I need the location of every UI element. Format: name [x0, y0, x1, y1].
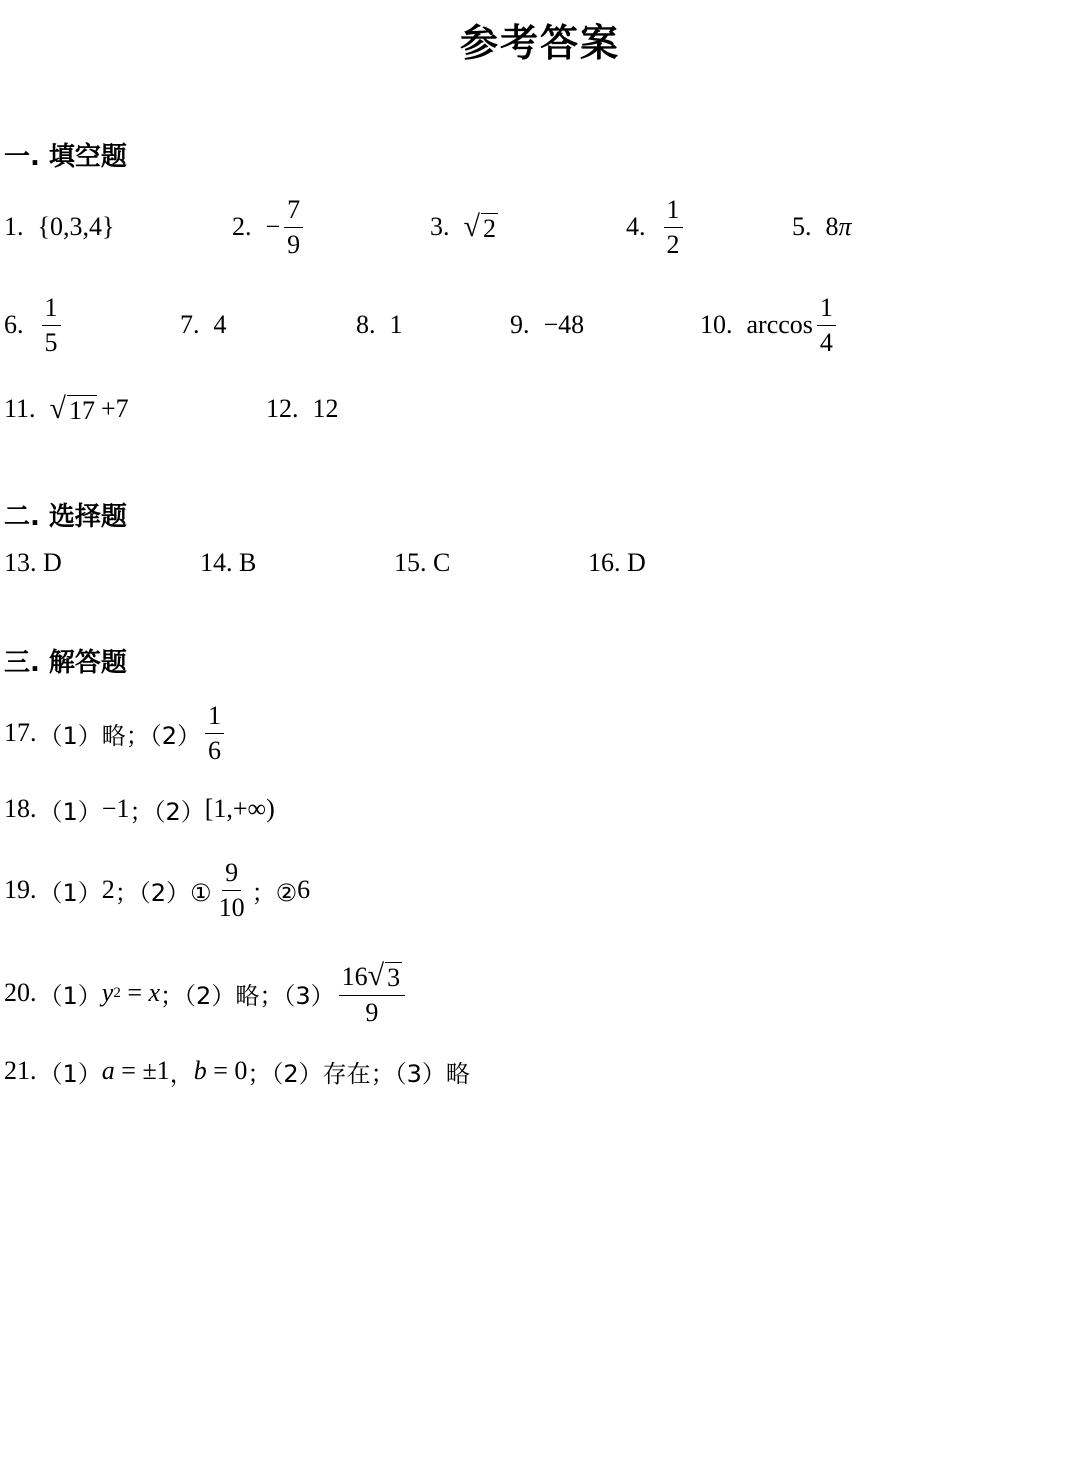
question-number: 2. — [232, 212, 252, 241]
variable: b — [193, 1056, 207, 1085]
radicand: 3 — [387, 962, 401, 992]
question-number: 8. — [356, 310, 376, 339]
answer-7 — [180, 290, 227, 360]
answer-15: 15. C — [394, 548, 451, 577]
numerator: 9 — [222, 860, 241, 891]
answer-prefix: arccos — [746, 310, 813, 339]
question-number: 9. — [510, 310, 530, 339]
answer-text: ；② — [251, 878, 298, 907]
question-number: 21. — [4, 1056, 37, 1085]
denominator: 4 — [819, 327, 833, 357]
answer-9 — [510, 290, 584, 360]
denominator: 9 — [365, 997, 379, 1027]
square-root — [367, 958, 402, 992]
question-number: 11. — [4, 394, 36, 423]
variable: x — [148, 978, 161, 1007]
answer-21 — [4, 1036, 470, 1106]
question-number: 1. — [4, 212, 24, 241]
radical-sign-icon: √ — [463, 210, 480, 243]
answer-12 — [266, 374, 339, 444]
question-number: 5. — [792, 212, 812, 241]
question-number: 3. — [430, 212, 450, 241]
numerator: 1 — [42, 295, 61, 326]
answer-text: ；（2）存在；（3）略 — [247, 1059, 470, 1088]
denominator: 6 — [208, 735, 222, 765]
section-heading-solve: 三. 解答题 — [4, 648, 127, 678]
question-number: 6. — [4, 310, 24, 339]
answer-value: 2 — [101, 875, 115, 904]
answer-text: ；（2）略；（3） — [160, 981, 335, 1010]
numerator: 1 — [205, 703, 224, 734]
question-number: 4. — [626, 212, 646, 241]
answer-text: ， — [169, 1059, 194, 1088]
question-number: 7. — [180, 310, 200, 339]
answer-8 — [356, 290, 403, 360]
question-number: 17. — [4, 718, 37, 747]
denominator: 10 — [218, 892, 245, 922]
square-root — [50, 394, 97, 424]
answer-16: 16. D — [588, 548, 646, 577]
pi-symbol: π — [838, 212, 852, 241]
numerator: 1 — [817, 295, 836, 326]
radicand: 2 — [482, 214, 496, 243]
answer-18 — [4, 774, 275, 844]
answer-sign: − — [265, 212, 281, 241]
numerator: 7 — [284, 197, 303, 228]
numerator — [339, 958, 405, 996]
answer-value: = 0 — [206, 1056, 248, 1085]
answer-14: 14. B — [200, 548, 257, 577]
fraction — [216, 857, 248, 922]
answer-value: {0,3,4} — [37, 212, 115, 241]
question-number: 20. — [4, 978, 37, 1007]
answer-11 — [4, 374, 129, 444]
denominator: 2 — [666, 229, 680, 259]
answer-2 — [232, 192, 307, 262]
page-title: 参考答案 — [459, 21, 620, 65]
question-number: 10. — [700, 310, 733, 339]
answer-5 — [792, 192, 852, 262]
answer-value: 12 — [312, 394, 339, 423]
answer-text: ；（2）① — [114, 878, 212, 907]
answer-text: ；（2） — [129, 797, 205, 826]
answer-text: （1） — [38, 1059, 102, 1088]
section-heading-fill: 一. 填空题 — [4, 142, 127, 172]
variable: y — [101, 978, 114, 1007]
answer-value: 8 — [825, 212, 839, 241]
answer-13: 13. D — [4, 548, 62, 577]
question-number: 19. — [4, 875, 37, 904]
answer-value: −48 — [543, 310, 585, 339]
answer-17 — [4, 698, 228, 768]
equals-sign: = — [120, 978, 149, 1007]
radical-sign-icon: √ — [367, 958, 385, 992]
variable: a — [101, 1056, 115, 1085]
answer-value: −1 — [101, 794, 130, 823]
fraction — [42, 292, 61, 357]
answer-10 — [700, 290, 840, 360]
exponent: 2 — [113, 984, 121, 1001]
radicand: 17 — [69, 396, 96, 425]
fraction — [817, 292, 836, 357]
fraction — [664, 194, 683, 259]
denominator: 9 — [287, 229, 301, 259]
numerator: 1 — [664, 197, 683, 228]
answer-4 — [626, 192, 687, 262]
answer-20 — [4, 958, 409, 1028]
fraction — [205, 700, 224, 765]
denominator: 5 — [44, 327, 58, 357]
answer-value: 6 — [297, 875, 311, 904]
answer-text: （1） — [38, 981, 102, 1010]
question-number: 12. — [266, 394, 299, 423]
answer-1 — [4, 192, 114, 262]
square-root — [464, 212, 498, 242]
answer-19 — [4, 855, 310, 925]
answer-3 — [430, 192, 498, 262]
answer-value: 4 — [213, 310, 227, 339]
answer-value: 1 — [389, 310, 403, 339]
radical-sign-icon: √ — [49, 392, 67, 425]
answer-6 — [4, 290, 65, 360]
answer-rest: +7 — [101, 394, 129, 423]
answer-text: （1）略；（2） — [38, 721, 202, 750]
question-number: 18. — [4, 794, 37, 823]
fraction — [339, 958, 405, 1027]
answer-text: （1） — [38, 797, 102, 826]
answer-value: [1,+∞) — [204, 794, 275, 823]
section-heading-choice: 二. 选择题 — [4, 502, 127, 532]
answer-text: （1） — [38, 878, 102, 907]
fraction — [284, 194, 303, 259]
answer-value: = ±1 — [114, 1056, 170, 1085]
numerator-coefficient: 16 — [341, 961, 368, 991]
